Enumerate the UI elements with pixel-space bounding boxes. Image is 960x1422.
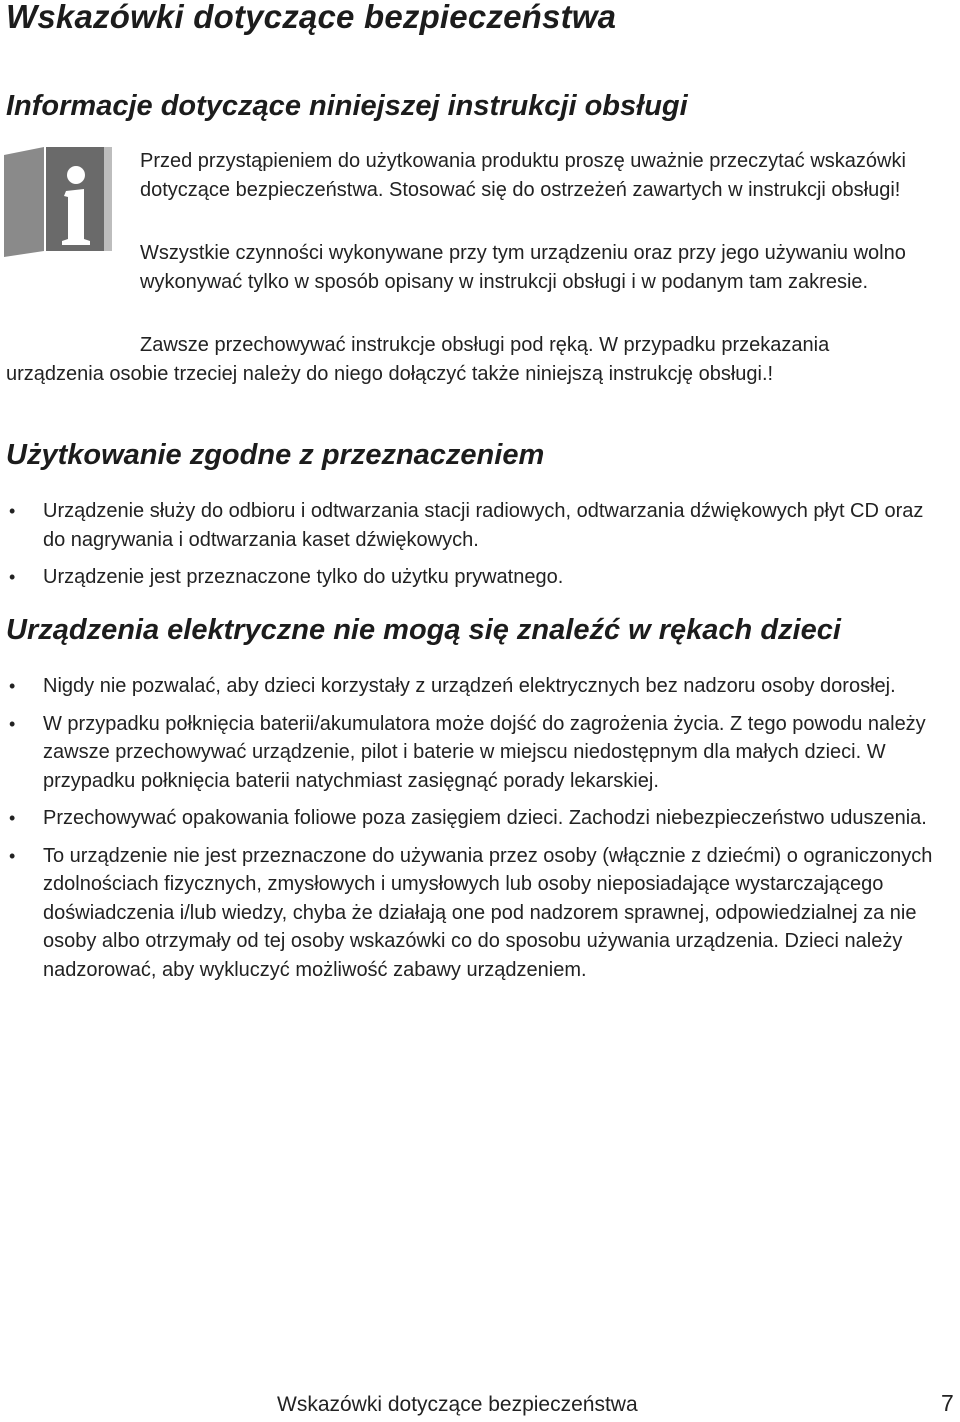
page-number: 7 [941, 1390, 954, 1416]
bullet-icon: • [9, 567, 16, 587]
bullet-icon: • [9, 501, 16, 521]
page-title: Wskazówki dotyczące bezpieczeństwa [6, 0, 617, 35]
list-item: • Urządzenie służy do odbioru i odtwarzania stacji radiowych, odtwarzania dźwiękowych płyt CD oraz do nagrywania i odtwarzania kaset dźwiękowych. [6, 497, 951, 554]
children-list [6, 672, 951, 984]
list-item: • Urządzenie jest przeznaczone tylko do użytku prywatnego. [6, 563, 951, 592]
section-heading-children: Urządzenia elektryczne nie mogą się znaleźć w rękach dzieci [6, 614, 841, 646]
list-item: • To urządzenie nie jest przeznaczone do używania przez osoby (włącznie z dziećmi) o ograniczonych zdolnościach fizycznych, zmysłowych i umysłowych lub osoby nieposiadające wystarczającego doświadczenia i/lub wiedzy, chyba że działają one pod nadzorem sprawnej, odpowiedzialnej za nie osoby albo otrzymały od tej osoby wskazówki co do sposobu używania urządzenia. Dzieci należy nadzorować, aby wykluczyć możliwość zabawy urządzeniem. [6, 842, 951, 985]
info-book-icon [4, 147, 114, 257]
usage-list [6, 497, 951, 592]
section-heading-manual: Informacje dotyczące niniejszej instrukcji obsługi [6, 90, 688, 122]
list-item: • Nigdy nie pozwalać, aby dzieci korzystały z urządzeń elektrycznych bez nadzoru osoby dorosłej. [6, 672, 951, 701]
intro-paragraph-2: Wszystkie czynności wykonywane przy tym urządzeniu oraz przy jego używaniu wolno wykonywać tylko w sposób opisany w instrukcji obsługi i w podanym tam zakresie. [140, 242, 906, 293]
list-item: • W przypadku połknięcia baterii/akumulatora może dojść do zagrożenia życia. Z tego powodu należy zawsze przechowywać urządzenie, pilot i baterie w miejscu niedostępnym dla małych dzieci. W przypadku połknięcia baterii natychmiast zasięgnąć porady lekarskiej. [6, 710, 951, 796]
intro-paragraph-1: Przed przystąpieniem do użytkowania produktu proszę uważnie przeczytać wskazówki dotyczące bezpieczeństwa. Stosować się do ostrzeżeń zawartych w instrukcji obsługi! [140, 150, 906, 201]
bullet-icon: • [9, 676, 16, 696]
bullet-icon: • [9, 808, 16, 828]
intro-paragraph-3: Zawsze przechowywać instrukcje obsługi pod ręką. W przypadku przekazania urządzenia osobie trzeciej należy do niego dołączyć także niniejszą instrukcję obsługi.! [6, 334, 830, 385]
bullet-icon: • [9, 713, 16, 734]
footer-title: Wskazówki dotyczące bezpieczeństwa [277, 1393, 638, 1416]
bullet-icon: • [9, 845, 16, 866]
section-heading-usage: Użytkowanie zgodne z przeznaczeniem [6, 439, 545, 471]
list-item: • Przechowywać opakowania foliowe poza zasięgiem dzieci. Zachodzi niebezpieczeństwo uduszenia. [6, 804, 951, 833]
